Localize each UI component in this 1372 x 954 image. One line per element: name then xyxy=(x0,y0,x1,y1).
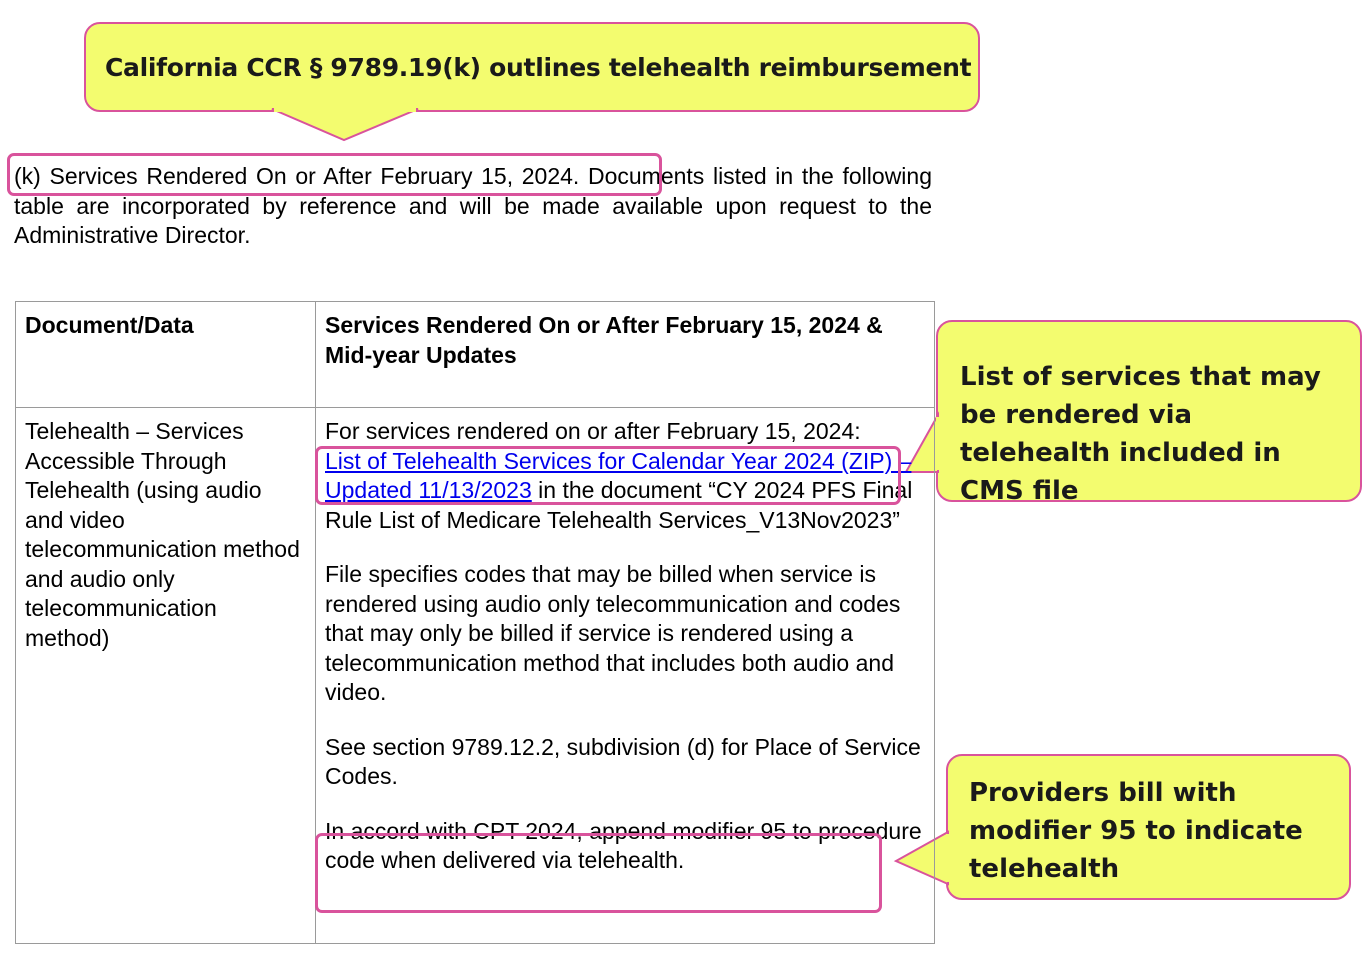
header-services-rendered: Services Rendered On or After February 15, 2024 & Mid-year Updates xyxy=(316,302,935,408)
telehealth-list-link[interactable]: List of Telehealth Services for Calendar Year 2024 (ZIP) – Updated 11/13/2023 xyxy=(325,447,912,503)
section-k-highlight xyxy=(7,153,662,196)
callout-modifier-text: Providers bill with modifier 95 to indicate telehealth xyxy=(969,778,1303,884)
modifier-95-highlight xyxy=(315,833,882,913)
see-section-text: See section 9789.12.2, subdivision (d) for Place of Service Codes. xyxy=(325,733,921,789)
section-k-body: Documents listed in the following table are incorporated by reference and will be made available upon request to the Administrative Director. xyxy=(14,163,932,248)
callout-ccr-text: California CCR § 9789.19(k) outlines telehealth reimbursement xyxy=(105,53,972,82)
file-spec-text: File specifies codes that may be billed when service is rendered using audio only telecommunication and codes that may only be billed if service is rendered using a telecommunication method that includes both audio and video. xyxy=(325,561,901,705)
modifier-95-text: In accord with CPT 2024, append modifier 95 to procedure code when delivered via telehealth. xyxy=(325,817,922,873)
table-header-row xyxy=(16,302,935,408)
header-document-data: Document/Data xyxy=(16,302,316,408)
telehealth-link-highlight xyxy=(315,446,901,505)
callout-cms-text: List of services that may be rendered via telehealth included in CMS file xyxy=(960,362,1321,506)
section-k-heading: (k) Services Rendered On or After February 15, 2024. xyxy=(14,163,580,189)
telehealth-services-cell: Telehealth – Services Accessible Through Telehealth (using audio and video telecommunication method and audio only telecommunication method) xyxy=(16,408,316,944)
document-name-text: in the document “CY 2024 PFS Final Rule List of Medicare Telehealth Services_V13Nov2023” xyxy=(325,477,913,533)
intro-text: For services rendered on or after February 15, 2024: xyxy=(325,418,861,444)
